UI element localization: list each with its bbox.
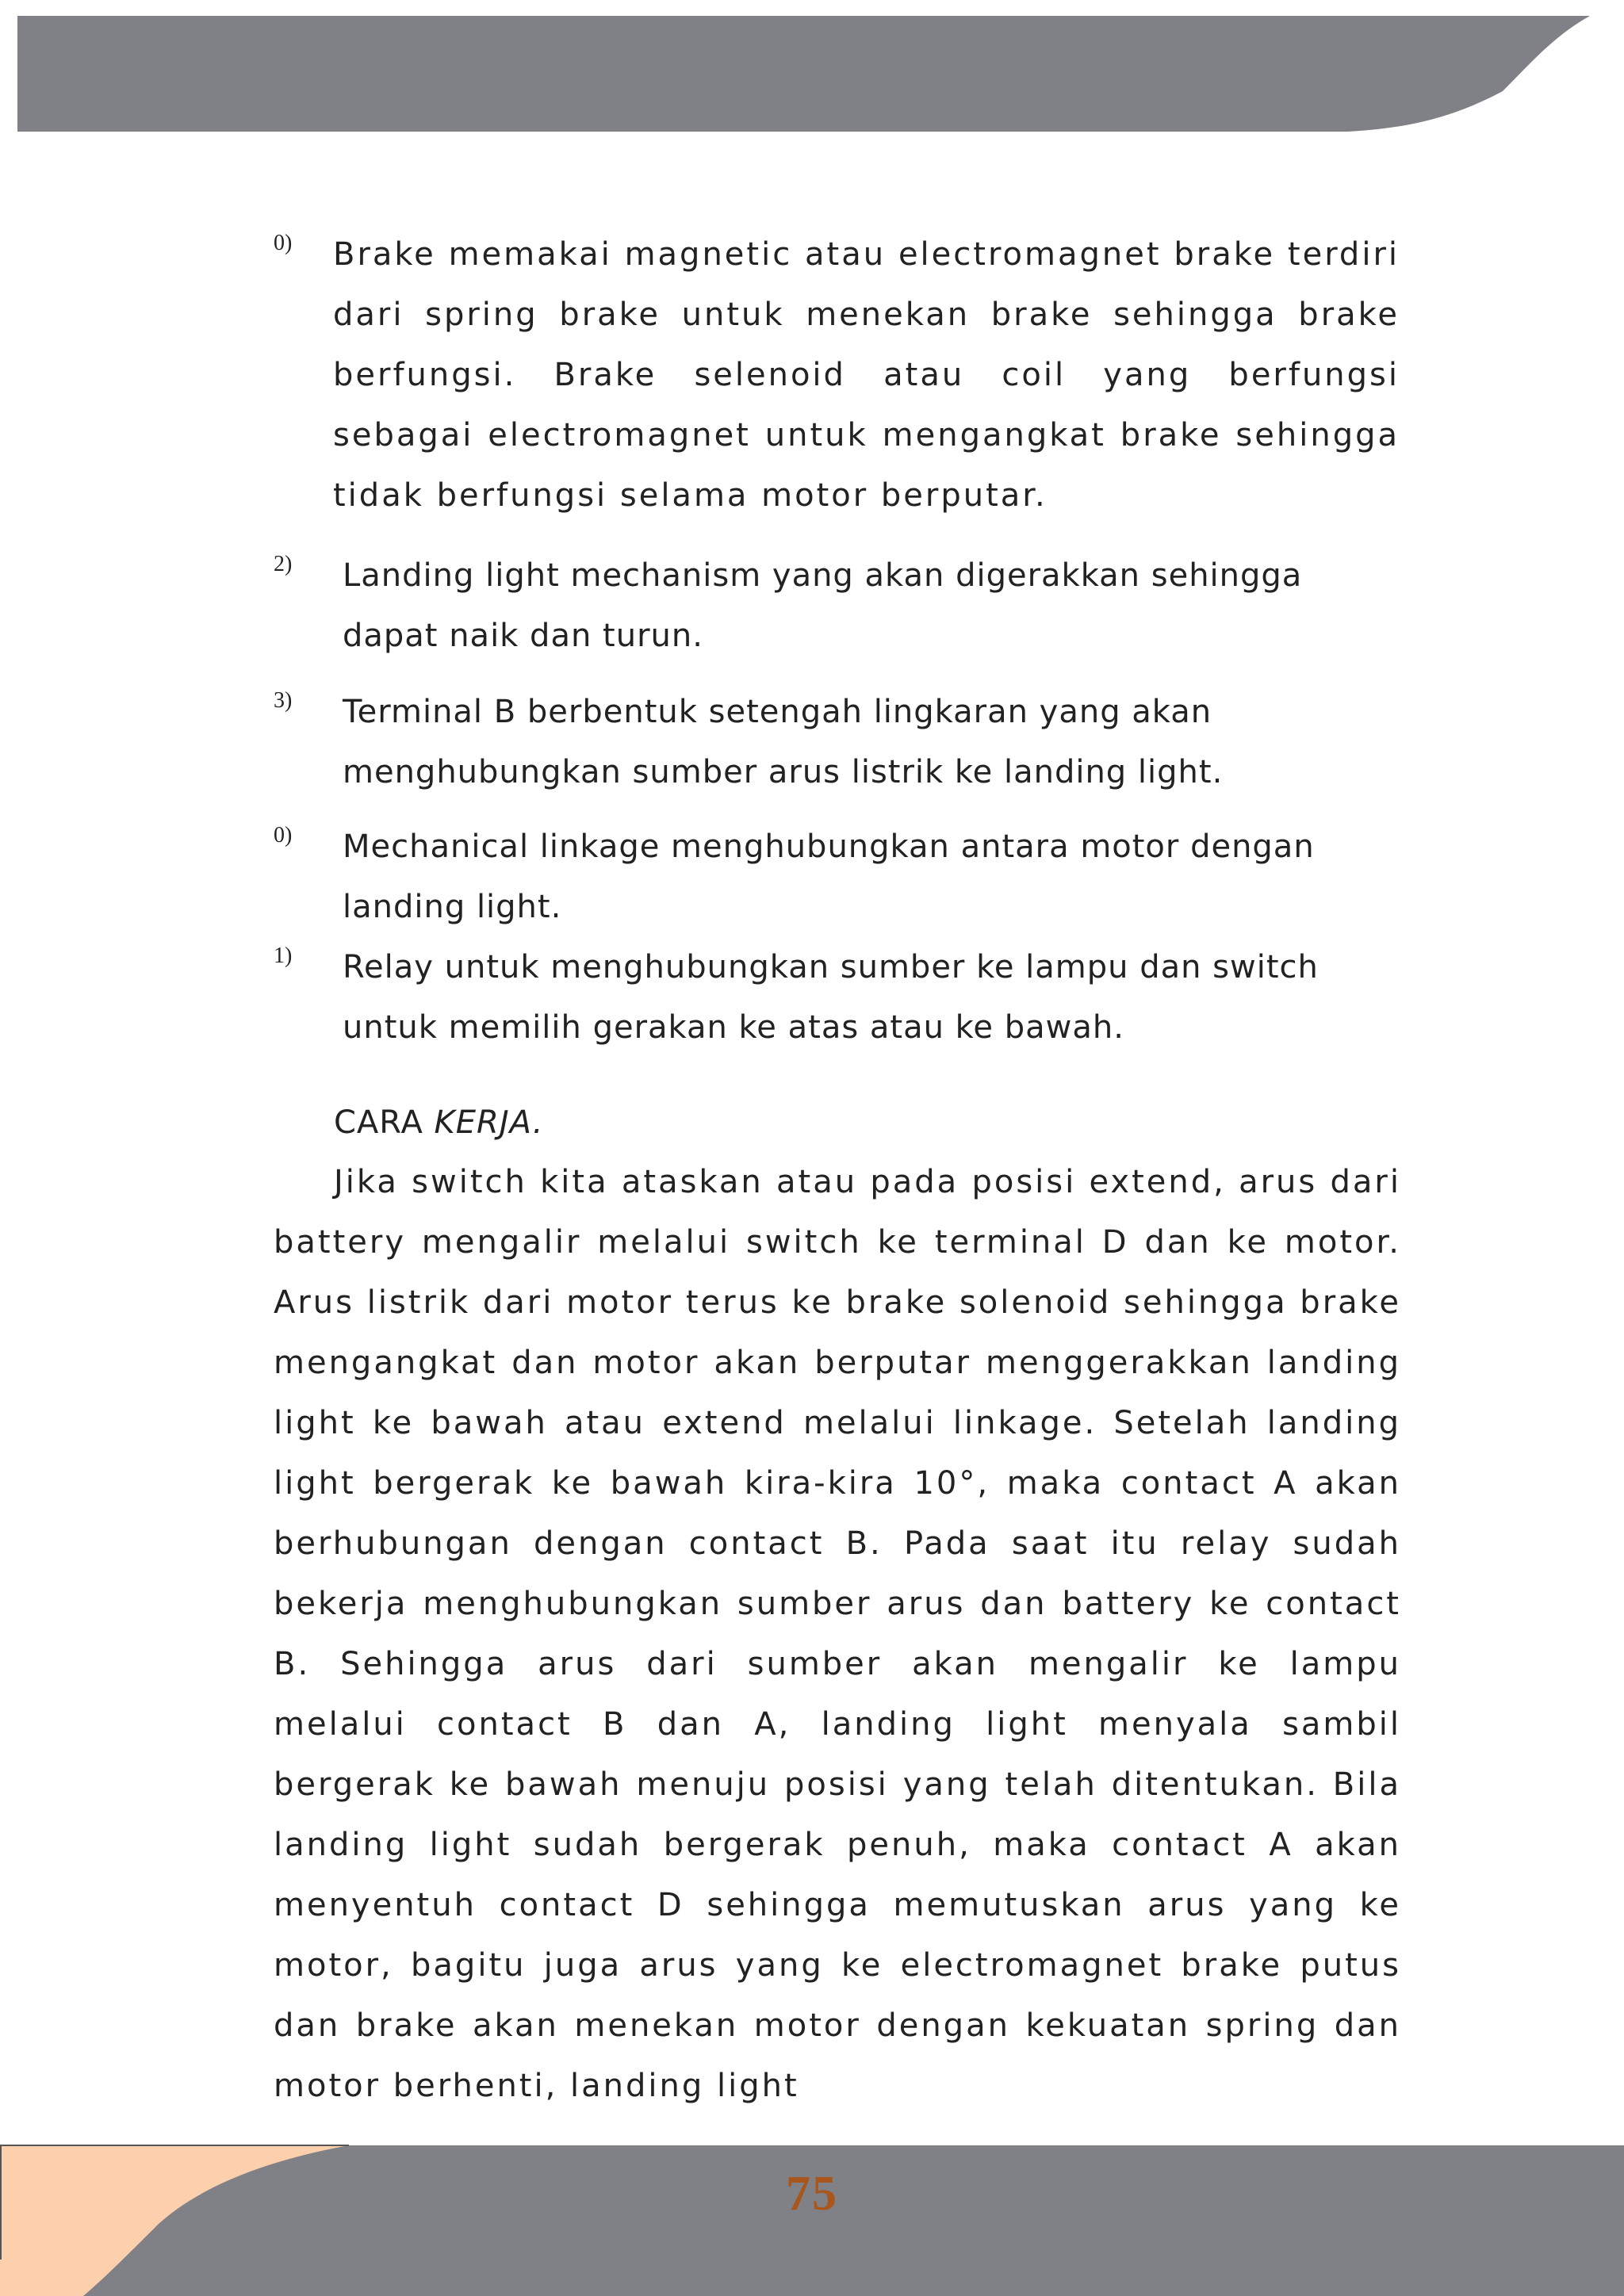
list-marker: 1) [274,943,293,968]
header-band [0,0,1624,143]
list-item [274,682,1401,802]
section-heading-italic: KERJA. [434,1104,544,1141]
list-marker: 0) [274,231,293,255]
page-number: 75 [786,2167,838,2221]
body-paragraph: Jika switch kita ataskan atau pada posisi extend, arus dari battery mengalir melalui switch ke terminal D dan ke motor. Arus listrik dari motor terus ke brake solenoid sehingga brake mengangkat dan motor akan berputar menggerakkan landing light ke bawah atau extend melalui linkage. Setelah landing light bergerak ke bawah kira-kira 10°, maka contact A akan berhubungan dengan contact B. Pada saat itu relay sudah bekerja menghubungkan sumber arus dan battery ke contact B. Sehingga arus dari sumber akan mengalir ke lampu melalui contact B dan A, landing light menyala sambil bergerak ke bawah menuju posisi yang telah ditentukan. Bila landing light sudah bergerak penuh, maka contact A akan menyentuh contact D sehingga memutuskan arus yang ke motor, bagitu juga arus yang ke electromagnet brake putus dan brake akan menekan motor dengan kekuatan spring dan motor berhenti, landing light [274,1164,1401,2104]
list-item [274,224,1401,526]
list-item-text: Relay untuk menghubungkan sumber ke lampu dan switch untuk memilih gerakan ke atas atau ke bawah. [343,949,1319,1046]
list-item-text: Landing light mechanism yang akan digerakkan sehingga dapat naik dan turun. [343,557,1303,654]
list-item-text: Mechanical linkage menghubungkan antara motor dengan landing light. [343,828,1315,925]
list-marker: 3) [274,688,293,713]
section-heading [334,1093,543,1153]
list-marker: 2) [274,552,293,576]
list-item [274,937,1401,1058]
list-marker: 0) [274,823,293,848]
list-item-text: Terminal B berbentuk setengah lingkaran yang akan menghubungkan sumber arus listrik ke landing light. [343,694,1224,790]
list-item-text: Brake memakai magnetic atau electromagnet brake terdiri dari spring brake untuk menekan brake sehingga brake berfungsi. Brake selenoid atau coil yang berfungsi sebagai electromagnet untuk mengangkat brake sehingga tidak berfungsi selama motor berputar. [333,236,1400,514]
list-item [274,545,1401,666]
section-heading-plain: CARA [334,1104,435,1141]
list-item [274,817,1401,937]
